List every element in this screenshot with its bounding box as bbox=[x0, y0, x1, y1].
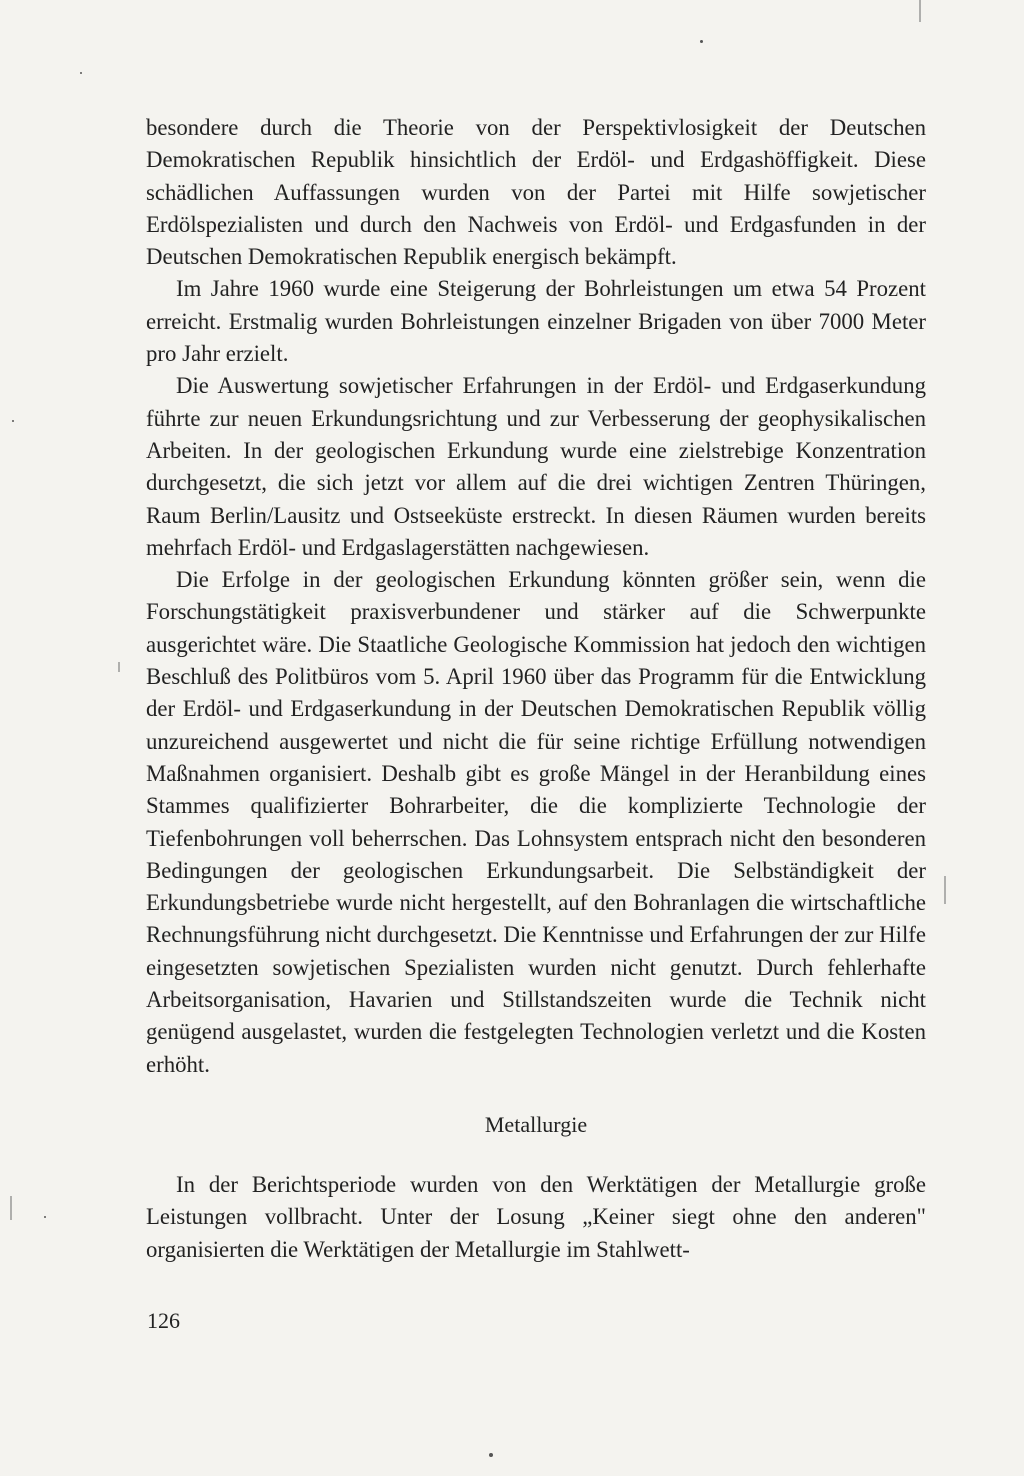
scan-mark bbox=[10, 1196, 12, 1220]
scan-speck bbox=[700, 40, 703, 43]
scan-mark bbox=[944, 876, 946, 904]
scan-speck bbox=[80, 72, 82, 74]
scan-mark bbox=[118, 662, 120, 672]
scan-speck bbox=[489, 1453, 493, 1457]
paragraph-3: Die Auswertung sowjetischer Erfahrungen in der Erdöl- und Erdgaserkundung führte zur neuen Erkundungsrichtung und zur Verbesserung der geophysikalischen Arbeiten. In der geologischen Erkundung wurde eine zielstrebige Konzentration durchgesetzt, die sich jetzt vor allem auf die drei wichtigen Zentren Thüringen, Raum Berlin/Lausitz und Ostseeküste erstreckt. In diesen Räumen wurden bereits mehrfach Erdöl- und Erdgaslagerstätten nachgewiesen. bbox=[146, 373, 926, 560]
paragraph-2: Im Jahre 1960 wurde eine Steigerung der Bohrleistungen um etwa 54 Prozent erreicht. Erstmalig wurden Bohrleistungen einzelner Brigaden von über 7000 Meter pro Jahr erzielt. bbox=[146, 276, 926, 367]
section-paragraph-1: In der Berichtsperiode wurden von den Werktätigen der Metallurgie große Leistungen vollbracht. Unter der Losung „Keiner siegt ohne den anderen" organisierten die Werktätigen der Metallurgie im Stahlwett- bbox=[146, 1171, 926, 1262]
section-heading: Metallurgie bbox=[484, 1111, 588, 1137]
scan-mark bbox=[919, 0, 921, 22]
body-text bbox=[146, 112, 926, 1266]
scan-speck bbox=[44, 1216, 46, 1218]
page-number: 126 bbox=[147, 1308, 180, 1333]
scan-speck bbox=[12, 420, 14, 422]
paragraph-1: besondere durch die Theorie von der Perspektivlosigkeit der Deutschen Demokratischen Republik hinsichtlich der Erdöl- und Erdgashöffigkeit. Diese schädlichen Auffassungen wurden von der Partei mit Hilfe sowjetischer Erdölspezialisten und durch den Nachweis von Erdöl- und Erdgasfunden in der Deutschen Demokratischen Republik energisch bekämpft. bbox=[146, 115, 926, 270]
paragraph-4: Die Erfolge in der geologischen Erkundung könnten größer sein, wenn die Forschungstätigkeit praxisverbundener und stärker auf die Schwerpunkte ausgerichtet wäre. Die Staatliche Geologische Kommission hat jedoch den wichtigen Beschluß des Politbüros vom 5. April 1960 über das Programm für die Entwicklung der Erdöl- und Erdgaserkundung in der Deutschen Demokratischen Republik völlig unzureichend ausgewertet und nicht die für seine richtige Erfüllung notwendigen Maßnahmen organisiert. Deshalb gibt es große Mängel in der Heranbildung eines Stammes qualifizierter Bohrarbeiter, die die komplizierte Technologie der Tiefenbohrungen voll beherrschen. Das Lohnsystem entsprach nicht den besonderen Bedingungen der geologischen Erkundungsarbeit. Die Selbständigkeit der Erkundungsbetriebe wurde nicht hergestellt, auf den Bohranlagen die wirtschaftliche Rechnungsführung nicht durchgesetzt. Die Kenntnisse und Erfahrungen der zur Hilfe eingesetzten sowjetischen Spezialisten wurden nicht genutzt. Durch fehlerhafte Arbeitsorganisation, Havarien und Stillstandszeiten wurde die Technik nicht genügend ausgelastet, wurden die festgelegten Technologien verletzt und die Kosten erhöht. bbox=[146, 567, 926, 1077]
